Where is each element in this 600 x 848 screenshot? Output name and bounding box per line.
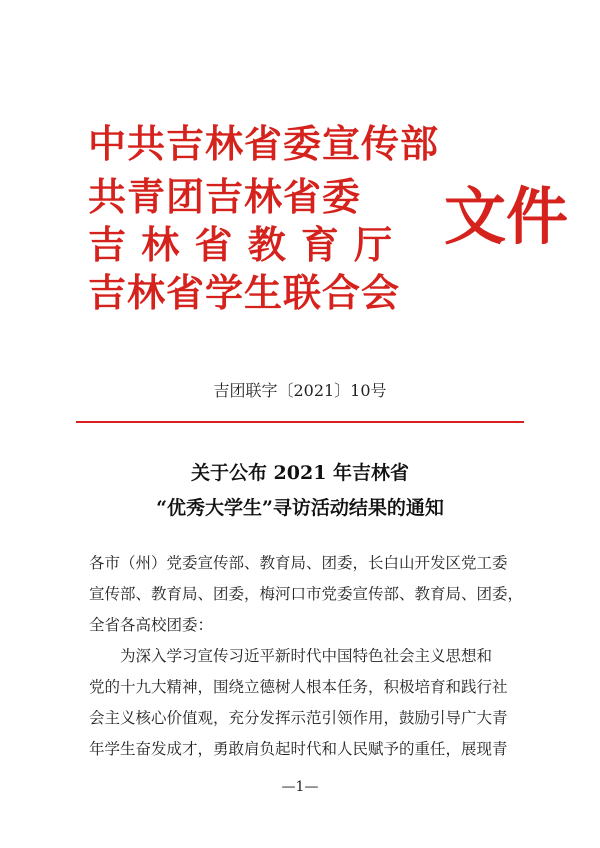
- body-line: 年学生奋发成才，勇敢肩负起时代和人民赋予的重任，展现青: [89, 740, 508, 758]
- body-line: 会主义核心价值观，充分发挥示范引领作用，鼓励引导广大青: [89, 709, 508, 727]
- body-line: 全省各高校团委：: [89, 616, 214, 634]
- org-youth-league: 共青团吉林省委: [88, 174, 362, 219]
- body-line: 各市（州）党委宣传部、教育局、团委，长白山开发区党工委: [89, 554, 508, 572]
- org-student-federation: 吉林省学生联合会: [88, 270, 401, 315]
- org-education-department: 吉 林 省 教 育 厅: [88, 222, 394, 267]
- body-line: 宣传部、教育局、团委，梅河口市党委宣传部、教育局、团委，: [89, 585, 524, 603]
- document-number: 吉团联字〔2021〕10号: [213, 381, 387, 400]
- notice-title-line-2: “优秀大学生”寻访活动结果的通知: [156, 497, 444, 519]
- page-number: —1—: [281, 779, 319, 795]
- red-divider-line: [76, 421, 524, 423]
- notice-title-line-1: 关于公布 2021 年吉林省: [190, 462, 410, 484]
- body-line: 党的十九大精神，围绕立德树人根本任务，积极培育和践行社: [89, 678, 508, 696]
- body-line: 为深入学习宣传习近平新时代中国特色社会主义思想和: [89, 647, 493, 665]
- document-type-label: 文件: [444, 180, 569, 253]
- org-propaganda-department: 中共吉林省委宣传部: [88, 121, 440, 166]
